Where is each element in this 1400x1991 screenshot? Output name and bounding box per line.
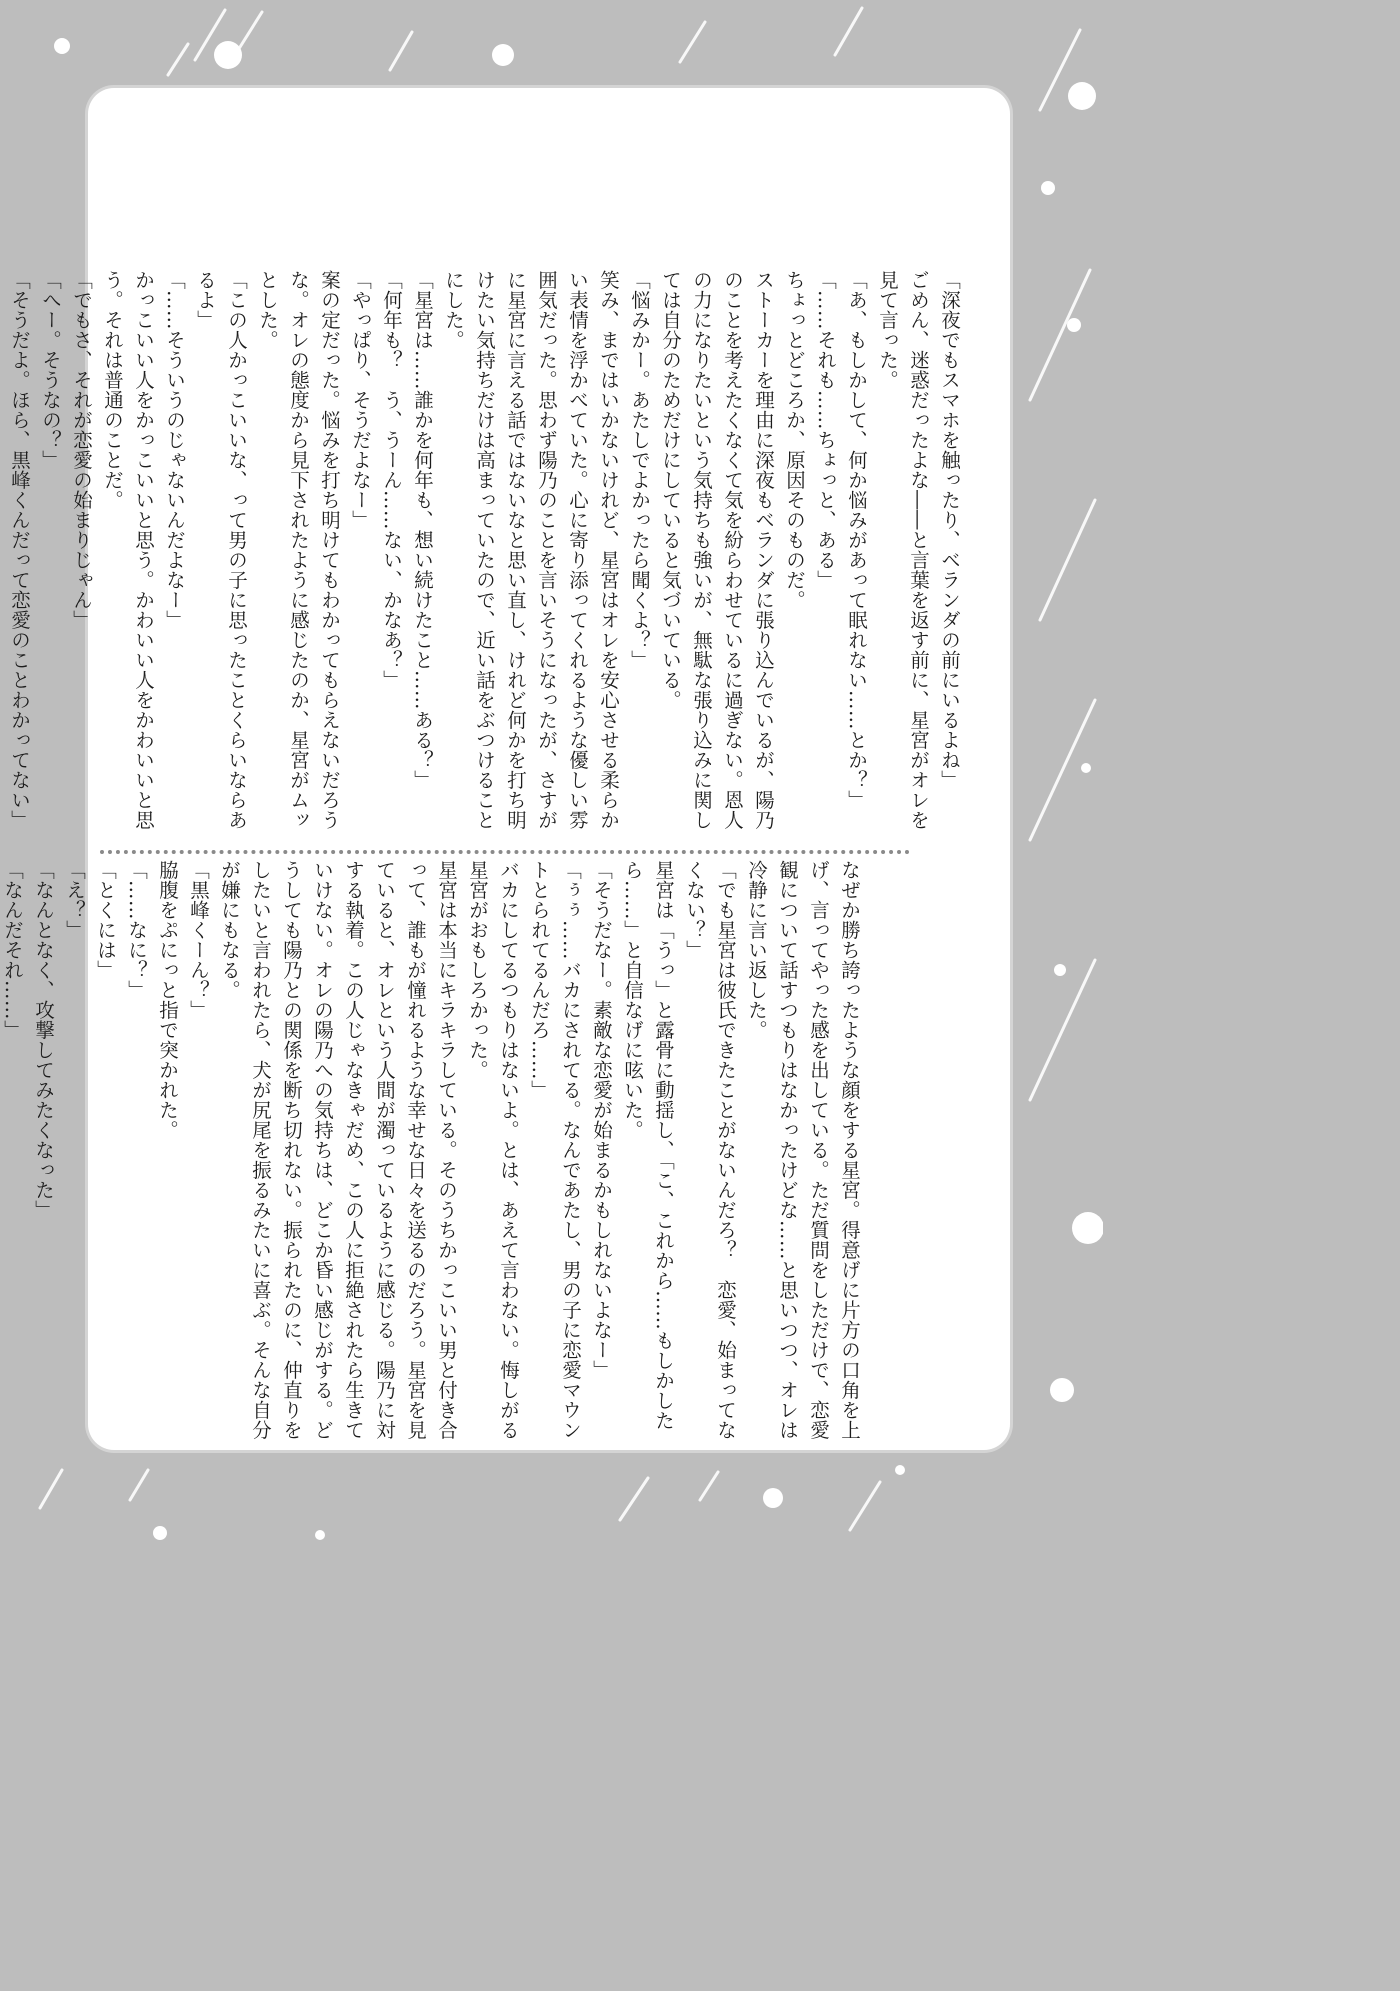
paragraph: 「なんだそれ……」 xyxy=(1,860,24,1040)
paragraph: 「なんとなく、攻撃してみたくなった」 xyxy=(32,860,55,1220)
paragraph: 「へー。そうなの？」 xyxy=(39,270,62,470)
paragraph: 「何年も？ う、うーん……ない、かなあ？」 xyxy=(380,270,403,690)
paragraph: 「悩みかー。あたしでよかったら聞くよ？」 xyxy=(628,270,651,670)
paragraph: 「あ、もしかして、何か悩みがあって眠れない……とか？」 xyxy=(845,270,868,810)
paragraph: 案の定だった。悩みを打ち明けてもわかってもらえないだろうな。オレの態度から見下されたように感じたのか、星宮がムッとした。 xyxy=(256,270,341,830)
paragraph: 「……なに？」 xyxy=(125,860,148,1000)
paragraph: 星宮は「うっ」と露骨に動揺し、「こ、これから……もしかしたら……」と自信なげに呟いた。 xyxy=(621,860,675,1431)
top-text-section xyxy=(8,270,965,830)
paragraph: 笑み、まではいかないけれど、星宮はオレを安心させる柔らかい表情を浮かべていた。心に寄り添ってくれるような優しい雰囲気だった。思わず陽乃のことを言いそうになったが、さすがに星宮に言える話ではないなと思い直し、けれど何かを打ち明けたい気持ちだけは高まっていたので、近い話をぶつけることにした。 xyxy=(442,270,620,830)
paragraph: ごめん、迷惑だったよな――と言葉を返す前に、星宮がオレを見て言った。 xyxy=(876,270,930,830)
paragraph: ちょっとどころか、原因そのものだ。 xyxy=(783,270,806,610)
paragraph: 「とくには」 xyxy=(94,860,117,980)
paragraph: 脇腹をぷにっと指で突かれた。 xyxy=(156,860,179,1140)
paragraph: 「え？」 xyxy=(63,860,86,940)
paragraph: 「……そういうのじゃないんだよなー」 xyxy=(163,270,186,630)
paragraph: 「でもさ、それが恋愛の始まりじゃん」 xyxy=(70,270,93,630)
paragraph: 「この人かっこいいな、って男の子に思ったことくらいならあるよ」 xyxy=(194,270,248,830)
paragraph: なぜか勝ち誇ったような顔をする星宮。得意げに片方の口角を上げ、言ってやった感を出している。ただ質問をしただけで、恋愛観について話すつもりはなかったけどな……と思いつつ、オレは冷静に言い返した。 xyxy=(745,860,861,1440)
paragraph: ストーカーを理由に深夜もベランダに張り込んでいるが、陽乃のことを考えたくなくて気を紛らわせているに過ぎない。恩人の力になりたいという気持ちも強いが、無駄な張り込みに関しては自分のためだけにしていると気づいている。 xyxy=(659,270,775,830)
paragraph: 「深夜でもスマホを触ったり、ベランダの前にいるよね」 xyxy=(938,270,961,790)
paragraph: 「でも星宮は彼氏できたことがないんだろ？ 恋愛、始まってなくない？」 xyxy=(683,860,737,1440)
paragraph: 「そうだよ。ほら、黒峰くんだって恋愛のことわかってない」 xyxy=(8,270,31,830)
paragraph: 「そうだなー。素敵な恋愛が始まるかもしれないよなー」 xyxy=(590,860,613,1380)
bottom-text-section xyxy=(1,860,865,1450)
paragraph: 星宮は本当にキラキラしている。そのうちかっこいい男と付き合って、誰もが憧れるような幸せな日々を送るのだろう。星宮を見ていると、オレという人間が濁っているように感じる。陽乃に対する執着。この人じゃなきゃだめ、この人に拒絶されたら生きていけない。オレの陽乃への気持ちは、どこか昏い感じがする。どうしても陽乃との関係を断ち切れない。振られたのに、仲直りをしたいと言われたら、犬が尻尾を振るみたいに喜ぶ。そんな自分が嫌にもなる。 xyxy=(218,860,458,1440)
paragraph: かっこいい人をかっこいいと思う。かわいい人をかわいいと思う。それは普通のことだ。 xyxy=(101,270,155,830)
paragraph: 「……それも……ちょっと、ある」 xyxy=(814,270,837,590)
paragraph: 「星宮は……誰かを何年も、想い続けたこと……ある？」 xyxy=(411,270,434,790)
paragraph: バカにしてるつもりはないよ。とは、あえて言わない。悔しがる星宮がおもしろかった。 xyxy=(466,860,520,1440)
dotted-divider xyxy=(100,850,910,854)
paragraph: 「ぅぅ……バカにされてる。なんであたし、男の子に恋愛マウントとられてるんだろ……」 xyxy=(528,860,582,1440)
paragraph: 「やっぱり、そうだよなー」 xyxy=(349,270,372,530)
paragraph: 「黒峰くーん？」 xyxy=(187,860,210,1020)
